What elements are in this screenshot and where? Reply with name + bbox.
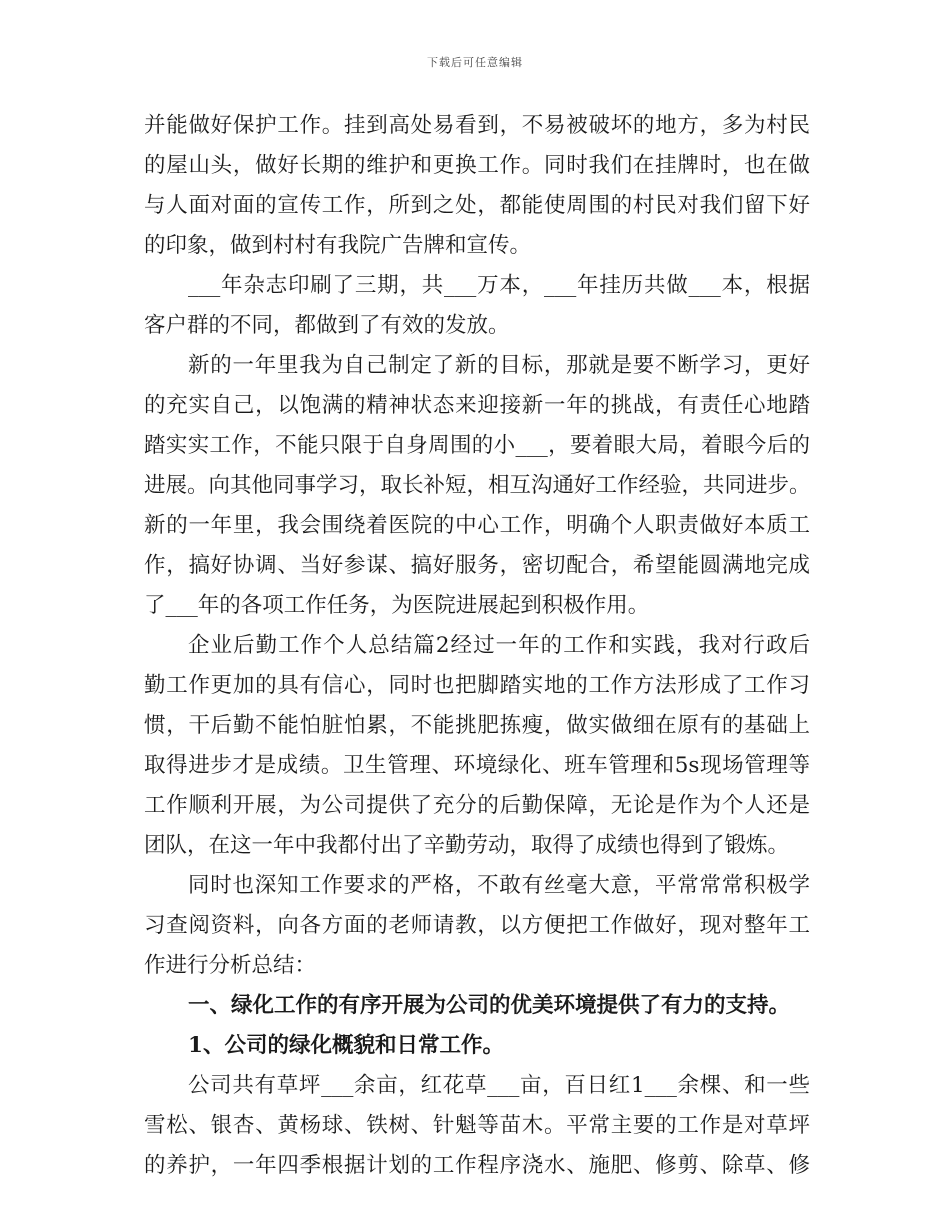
section-heading-line: 一、绿化工作的有序开展为公司的优美环境提供了有力的支持。 [188,993,791,1018]
section-heading-line: 1、公司的绿化概貌和日常工作。 [188,1033,504,1058]
paragraph-line: 习查阅资料，向各方面的老师请教，以方便把工作做好，现对整年工 [144,913,810,938]
paragraph-line: 并能做好保护工作。挂到高处易看到，不易被破坏的地方，多为村民 [144,113,810,138]
paragraph-line: 新的一年里我为自己制定了新的目标，那就是要不断学习，更好 [188,353,810,378]
paragraph-line: 新的一年里，我会围绕着医院的中心工作，明确个人职责做好本质工 [144,513,810,538]
paragraph-line: 作进行分析总结： [144,953,317,978]
paragraph-line: 的印象，做到村村有我院广告牌和宣传。 [144,233,532,258]
paragraph-line: 的养护，一年四季根据计划的工作程序浇水、施肥、修剪、除草、修 [144,1153,810,1178]
paragraph-line: 踏实实工作，不能只限于自身周围的小___，要着眼大局，着眼今后的 [144,433,810,458]
document-body [144,106,810,1186]
paragraph-line: 客户群的不同，都做到了有效的发放。 [144,313,510,338]
page-header: 下载后可任意编辑 [427,56,523,69]
paragraph-line: 惯，干后勤不能怕脏怕累，不能挑肥拣瘦，做实做细在原有的基础上 [144,713,810,738]
paragraph-line: 同时也深知工作要求的严格，不敢有丝毫大意，平常常常积极学 [188,873,810,898]
paragraph-line: 工作顺利开展，为公司提供了充分的后勤保障，无论是作为个人还是 [144,793,810,818]
paragraph-line: 的屋山头，做好长期的维护和更换工作。同时我们在挂牌时，也在做 [144,153,810,178]
paragraph-line: 了___年的各项工作任务，为医院进展起到积极作用。 [144,593,650,618]
paragraph-line: 公司共有草坪___余亩，红花草___亩，百日红1___余棵、和一些 [188,1073,810,1098]
paragraph-line: 雪松、银杏、黄杨球、铁树、针魁等苗木。平常主要的工作是对草坪 [144,1113,810,1138]
paragraph-line: ___年杂志印刷了三期，共___万本，___年挂历共做___本，根据 [188,273,810,298]
paragraph-line: 作，搞好协调、当好参谋、搞好服务，密切配合，希望能圆满地完成 [144,553,810,578]
paragraph-line: 与人面对面的宣传工作，所到之处，都能使周围的村民对我们留下好 [144,193,810,218]
paragraph-line: 的充实自己，以饱满的精神状态来迎接新一年的挑战，有责任心地踏 [144,393,810,418]
paragraph-line: 进展。向其他同事学习，取长补短，相互沟通好工作经验，共同进步。 [144,473,811,498]
paragraph-line: 取得进步才是成绩。卫生管理、环境绿化、班车管理和5s现场管理等 [144,753,810,778]
paragraph-line: 企业后勤工作个人总结篇2经过一年的工作和实践，我对行政后 [188,633,810,658]
paragraph-line: 勤工作更加的具有信心，同时也把脚踏实地的工作方法形成了工作习 [144,673,810,698]
paragraph-line: 团队，在这一年中我都付出了辛勤劳动，取得了成绩也得到了锻炼。 [144,833,790,858]
